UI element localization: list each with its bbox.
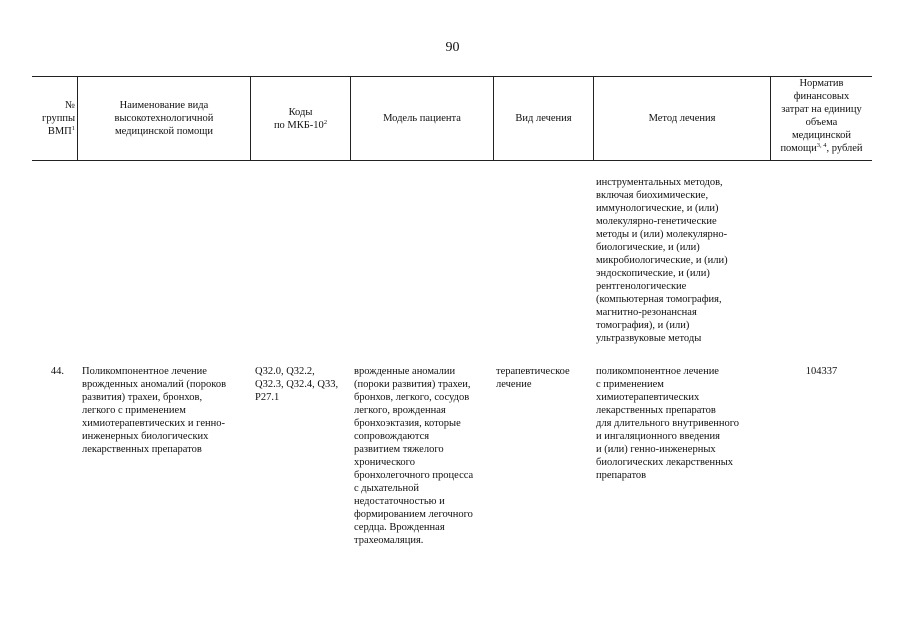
header-group-number-line2: группы	[42, 113, 75, 124]
page-number: 90	[445, 40, 460, 55]
header-treatment-method-text: Метод лечения	[648, 113, 716, 124]
row-treatment-type: терапевтическое лечение	[496, 366, 570, 390]
row-treatment-method: поликомпонентное лечение с применением химиотерапевтических лекарственных препаратов для длительного внутривенного и ингаляционного введения и (или) генно-инженерных биологических лекарственных препаратов	[596, 366, 740, 481]
row-care-type-name: Поликомпонентное лечение врожденных аномалий (пороков развития) трахеи, бронхов, легкого с применением химиотерапевтических и генно- инженерных биологических лекарственных препаратов	[82, 366, 227, 455]
header-group-number-line1: №	[64, 100, 75, 111]
header-icd-codes-line1: Коды	[288, 106, 313, 118]
header-treatment-type-text: Вид лечения	[515, 113, 572, 124]
footnote-ref: 1	[71, 125, 75, 132]
row-group-number: 44.	[50, 366, 64, 377]
header-cost-norm	[771, 77, 872, 160]
header-cost-norm-text: Норматив финансовых затрат на единицу объема медицинской помощи	[780, 78, 862, 154]
header-treatment-type	[494, 77, 593, 160]
header-icd-codes	[251, 77, 350, 160]
header-patient-model-text: Модель пациента	[383, 113, 461, 124]
header-group-number	[32, 77, 77, 160]
footnote-ref: 2	[323, 118, 328, 126]
header-patient-model	[351, 77, 493, 160]
continued-method-text: инструментальных методов, включая биохимические, иммунологические, и (или) молекулярно-генетические методы и (или) молекулярно- биологические, и (или) микробиологические, и (или) эндоскопические, и (или) рентгенологические (компьютерная томография, магнитно-резонансная томография), и (или) ультразвуковые методы	[596, 177, 728, 344]
row-cost-norm: 104337	[805, 366, 838, 377]
table-header-bottom-rule	[32, 160, 872, 161]
header-cost-norm-tail: , рублей	[826, 143, 863, 154]
header-group-number-line3: ВМП	[47, 126, 72, 137]
footnote-ref: 3, 4	[816, 142, 827, 149]
row-patient-model: врожденные аномалии (пороки развития) трахеи, бронхов, легкого, сосудов легкого, врожденная бронхоэктазия, которые сопровождаются развитием тяжелого хронического бронхолегочного процесса с дыхательной недостаточностью и формированием легочного сердца. Врожденная трахеомаляция.	[354, 366, 474, 546]
header-care-type-name-text: Наименование вида высокотехнологичной медицинской помощи	[114, 100, 214, 137]
header-treatment-method	[594, 77, 770, 160]
header-icd-codes-line2: по МКБ-10	[273, 119, 324, 131]
header-care-type-name	[78, 77, 250, 160]
row-icd-codes: Q32.0, Q32.2, Q32.3, Q32.4, Q33, P27.1	[255, 366, 339, 403]
